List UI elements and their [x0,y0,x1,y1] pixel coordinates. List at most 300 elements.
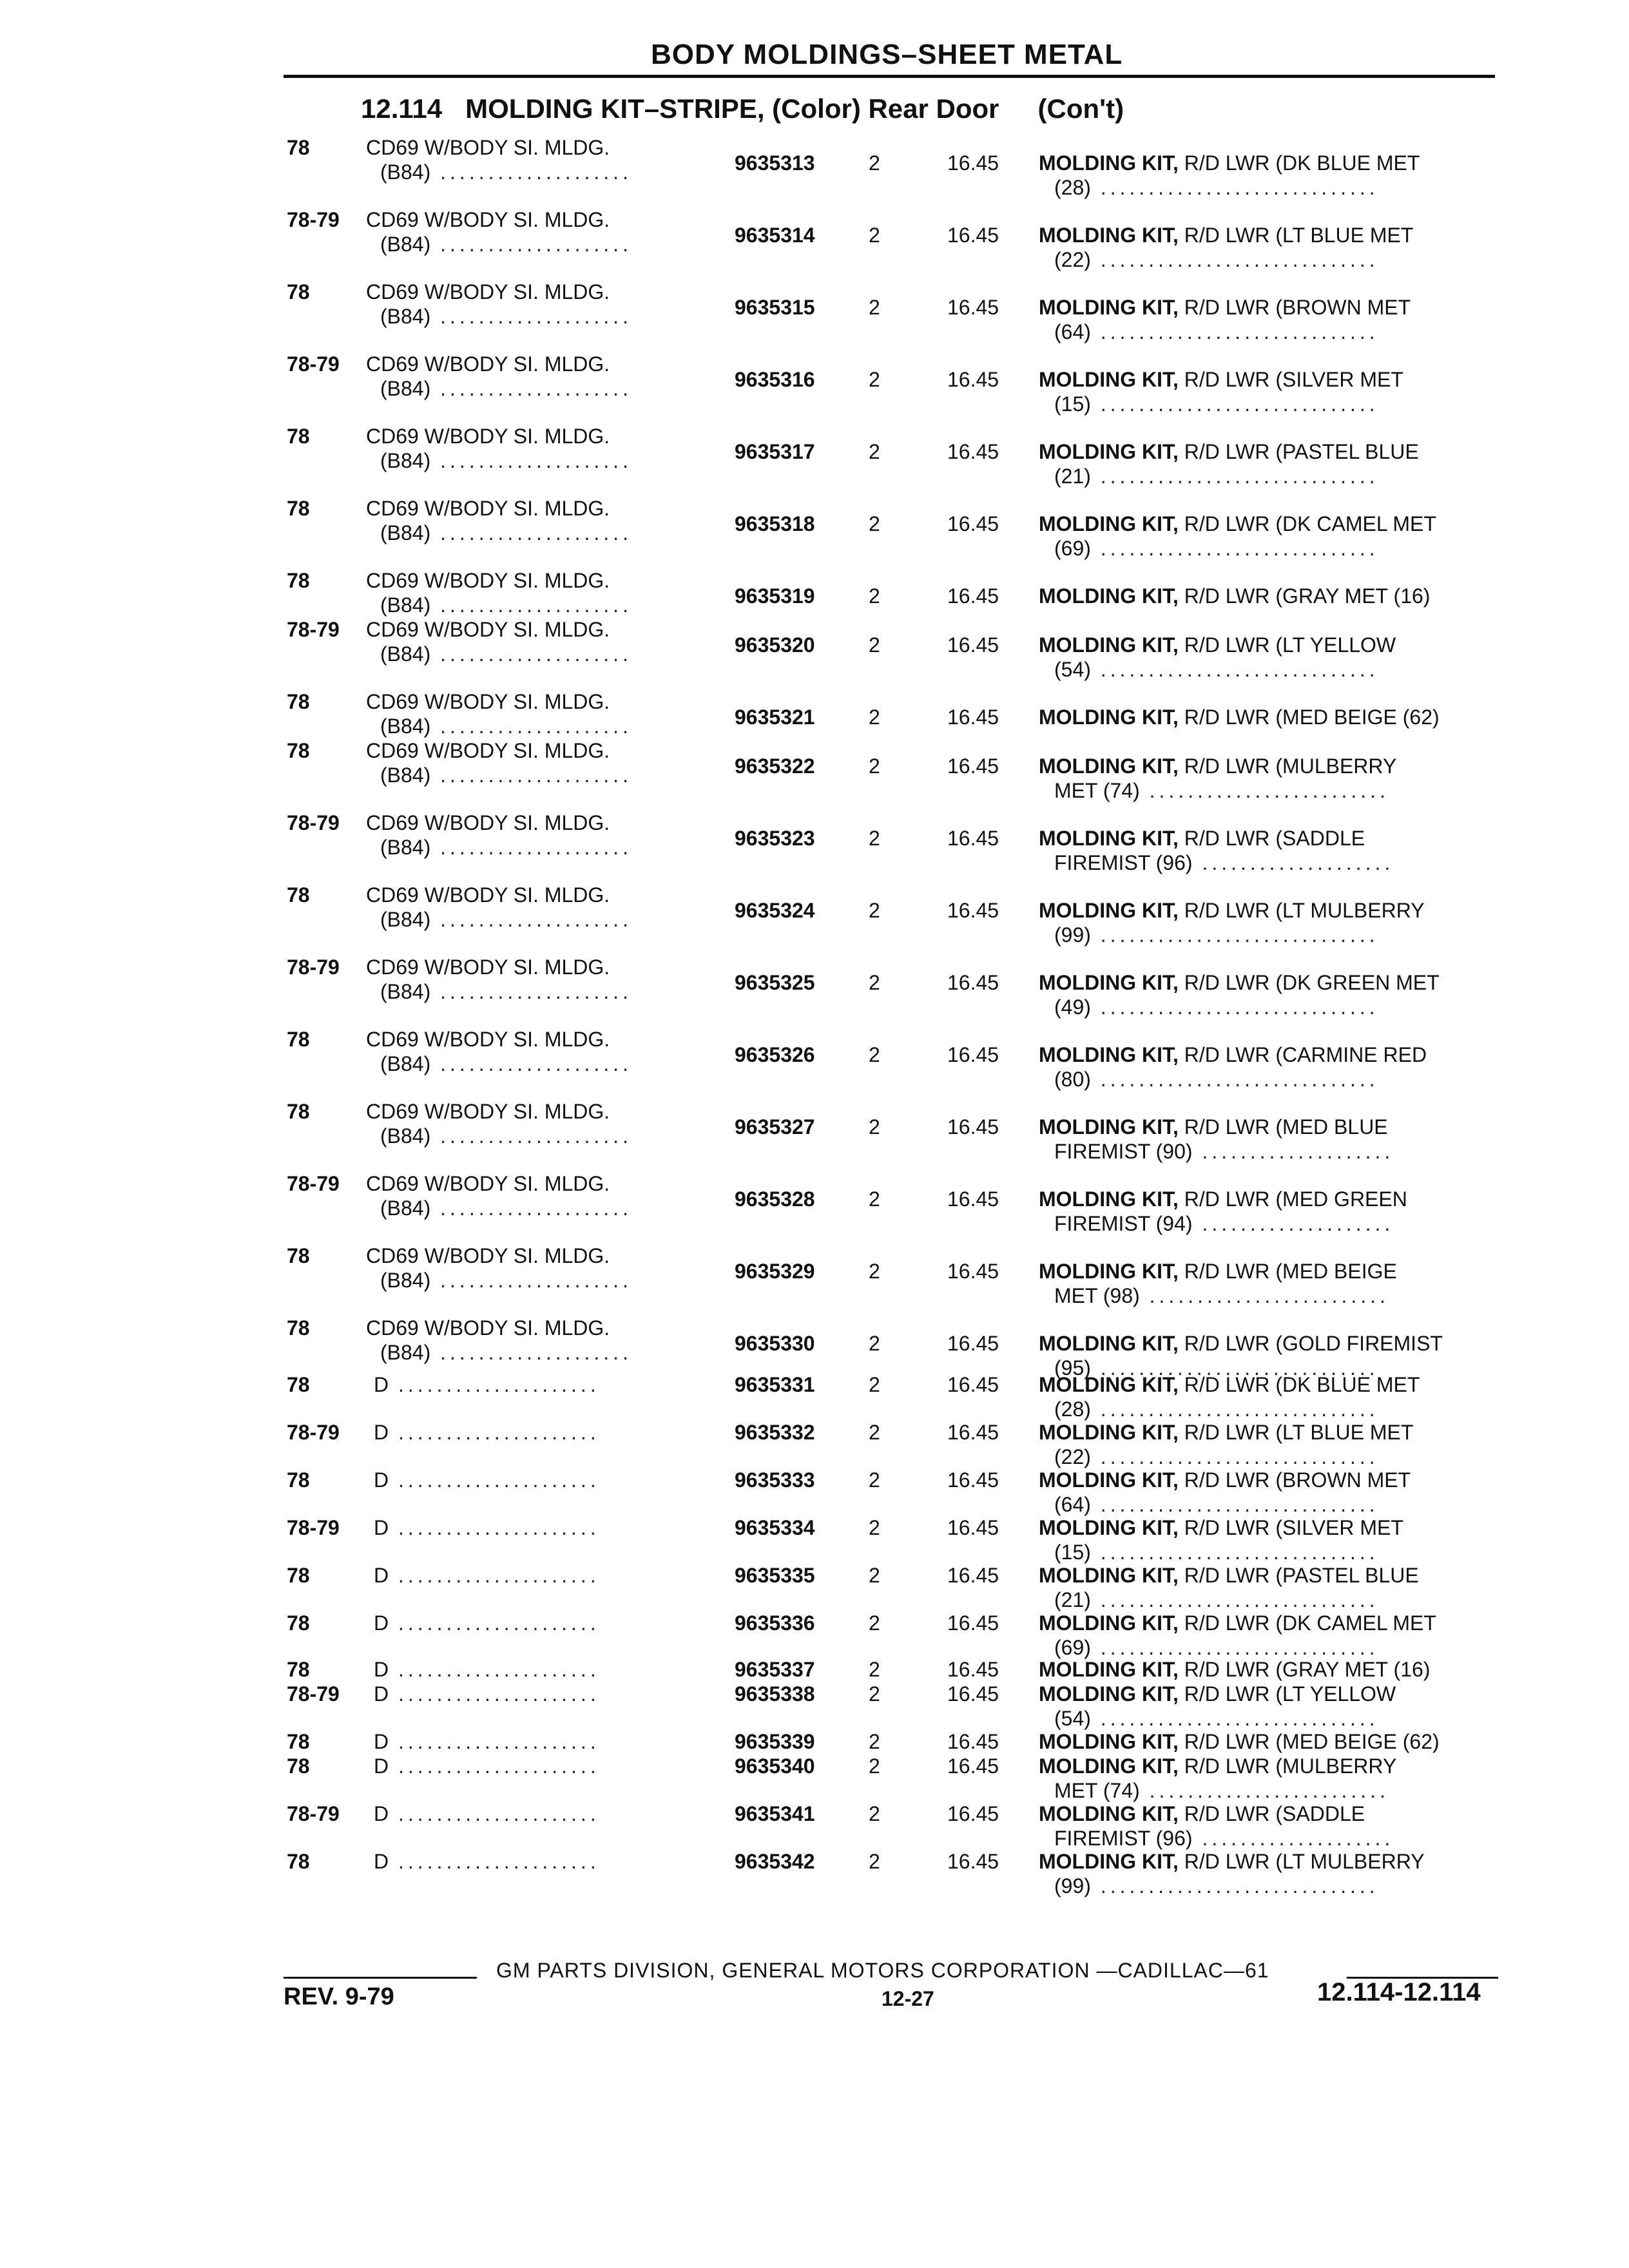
part-description-detail: R/D LWR (MED BEIGE (62) [1184,1730,1440,1753]
option-code: D [374,1850,389,1873]
quantity: 2 [869,754,880,778]
option-code: D [374,1658,389,1681]
model-body-style: CD69 W/BODY SI. MLDG. [366,739,610,762]
part-description-detail: R/D LWR (BROWN MET [1184,296,1411,319]
part-description-line2: (54) [1054,658,1091,681]
leader-dots: ..................... [389,1802,600,1825]
part-number: 9635317 [735,440,815,463]
leader-dots: ............................. [1090,176,1379,199]
unit-price: 16.45 [947,1516,999,1539]
option-code-cell [380,907,632,932]
option-code-cell [380,1268,632,1293]
part-description-detail: R/D LWR (DK GREEN MET [1184,971,1440,994]
part-description-line2: (21) [1054,465,1091,488]
option-code-cell [380,1052,632,1076]
part-description-name: MOLDING KIT, [1039,633,1179,657]
quantity: 2 [869,1658,880,1681]
option-code: D [374,1754,389,1778]
model-year: 78 [287,1658,310,1681]
part-description-detail: R/D LWR (DK BLUE MET [1184,151,1420,175]
part-description-continued [1054,1588,1379,1612]
part-description-detail: R/D LWR (MULBERRY [1184,754,1397,778]
part-description-continued [1054,392,1379,416]
leader-dots: ..................... [389,1658,600,1681]
option-code: (B84) [380,764,431,787]
part-description-detail: R/D LWR (LT YELLOW [1184,633,1396,657]
part-description [1039,367,1403,392]
leader-dots: ............................. [1090,995,1379,1019]
part-description-name: MOLDING KIT, [1039,1682,1179,1706]
quantity: 2 [869,584,880,608]
table-row [0,135,1629,206]
part-description-name: MOLDING KIT, [1039,1850,1179,1873]
part-description-line2: FIREMIST (96) [1054,1827,1193,1850]
part-description-line2: (28) [1054,1398,1091,1421]
leader-dots: ............................. [1090,1356,1379,1379]
leader-dots: .................... [430,908,632,931]
option-code: (B84) [380,836,431,859]
part-number: 9635342 [735,1850,815,1873]
part-description [1039,1187,1407,1211]
leader-dots: ..................... [389,1516,600,1539]
quantity: 2 [869,633,880,657]
part-number: 9635330 [735,1332,815,1355]
table-row [0,352,1629,423]
part-description-continued [1054,1540,1379,1564]
part-description-name: MOLDING KIT, [1039,971,1179,994]
table-row [0,1099,1629,1170]
part-description [1039,439,1419,464]
leader-dots: ............................. [1090,537,1379,560]
model-body-style: CD69 W/BODY SI. MLDG. [366,497,610,520]
option-code: D [374,1802,389,1825]
leader-dots: ............................. [1090,392,1379,416]
footer-rule-left [284,1977,477,1979]
part-description-detail: R/D LWR (LT MULBERRY [1184,899,1425,922]
footer-publisher: GM PARTS DIVISION, GENERAL MOTORS CORPORATION —CADILLAC—61 [496,1959,1269,1982]
model-year: 78 [287,136,310,159]
part-description-line2: (69) [1054,537,1091,560]
model-year: 78-79 [287,1682,340,1706]
model-year: 78 [287,1028,310,1051]
part-description-name: MOLDING KIT, [1039,1332,1179,1355]
part-description-continued [1054,464,1379,488]
part-description-continued [1054,175,1379,200]
part-number: 9635339 [735,1730,815,1753]
model-body-style: CD69 W/BODY SI. MLDG. [366,1100,610,1123]
quantity: 2 [869,151,880,175]
model-body-style: CD69 W/BODY SI. MLDG. [366,690,610,713]
table-row [0,1244,1629,1314]
footer-section-ref: 12.114-12.114 [1317,1978,1481,2006]
part-description [1039,1657,1430,1682]
leader-dots: ..................... [389,1730,600,1753]
model-body-style: CD69 W/BODY SI. MLDG. [366,618,610,641]
quantity: 2 [869,1332,880,1355]
quantity: 2 [869,1115,880,1139]
unit-price: 16.45 [947,1730,999,1753]
model-year: 78-79 [287,956,340,979]
leader-dots: .................... [430,521,632,544]
part-description-name: MOLDING KIT, [1039,1421,1179,1444]
table-row [0,207,1629,278]
part-description-line2: (22) [1054,248,1091,271]
unit-price: 16.45 [947,224,999,247]
part-description-continued [1054,1635,1379,1660]
part-description-continued [1054,1492,1379,1517]
part-description-detail: R/D LWR (GRAY MET (16) [1184,1658,1431,1681]
part-description-name: MOLDING KIT, [1039,224,1179,247]
model-body-style: CD69 W/BODY SI. MLDG. [366,352,610,376]
quantity: 2 [869,1260,880,1283]
part-description-continued [1054,1283,1389,1308]
part-description [1039,826,1365,850]
leader-dots: ............................. [1090,1707,1379,1730]
part-description-detail: R/D LWR (SILVER MET [1184,368,1403,391]
leader-dots: ..................... [389,1850,600,1873]
option-code-cell [380,448,632,473]
section-number: 12.114 [361,93,443,124]
unit-price: 16.45 [947,971,999,994]
part-number: 9635313 [735,151,815,175]
part-number: 9635324 [735,899,815,922]
part-description-line2: (15) [1054,392,1091,416]
table-row [0,811,1629,881]
part-number: 9635336 [735,1611,815,1635]
option-code-cell [380,593,632,617]
leader-dots: ..................... [389,1564,600,1587]
part-description-continued [1054,1874,1379,1898]
unit-price: 16.45 [947,1332,999,1355]
leader-dots: ............................. [1090,1445,1379,1468]
part-description-name: MOLDING KIT, [1039,368,1179,391]
option-code: D [374,1516,389,1539]
option-code: (B84) [380,521,431,544]
model-year: 78-79 [287,1421,340,1444]
part-description-line2: MET (74) [1054,779,1140,802]
part-number: 9635325 [735,971,815,994]
model-year: 78 [287,1373,310,1396]
section-title: MOLDING KIT–STRIPE, (Color) Rear Door [465,93,999,124]
model-year: 78 [287,1850,310,1873]
leader-dots: .................... [430,764,632,787]
part-description [1039,1729,1440,1754]
quantity: 2 [869,1754,880,1778]
part-description-continued [1054,247,1379,272]
part-description-name: MOLDING KIT, [1039,706,1179,729]
leader-dots: ..................... [389,1611,600,1635]
unit-price: 16.45 [947,1468,999,1492]
unit-price: 16.45 [947,368,999,391]
part-description-continued [1054,1778,1389,1803]
model-year: 78-79 [287,1516,340,1539]
option-code: D [374,1611,389,1635]
part-number: 9635316 [735,368,815,391]
part-number: 9635337 [735,1658,815,1681]
option-code: (B84) [380,305,431,328]
leader-dots: .................... [1192,1827,1394,1850]
leader-dots: ......................... [1139,1284,1389,1307]
part-description-name: MOLDING KIT, [1039,1187,1179,1211]
quantity: 2 [869,368,880,391]
option-code-cell [374,1657,600,1682]
unit-price: 16.45 [947,1564,999,1587]
part-description-detail: R/D LWR (GRAY MET (16) [1184,584,1431,608]
part-description-continued [1054,1706,1379,1731]
model-year: 78-79 [287,208,340,231]
leader-dots: ............................. [1090,465,1379,488]
option-code: D [374,1564,389,1587]
table-row [0,738,1629,809]
part-description-detail: R/D LWR (PASTEL BLUE [1184,440,1419,463]
part-description-detail: R/D LWR (DK BLUE MET [1184,1373,1420,1396]
leader-dots: .................... [430,233,632,256]
option-code-cell [380,376,632,401]
part-description-line2: (99) [1054,923,1091,947]
leader-dots: .................... [430,1196,632,1220]
quantity: 2 [869,1043,880,1066]
part-description-name: MOLDING KIT, [1039,1260,1179,1283]
unit-price: 16.45 [947,1187,999,1211]
option-code-cell [374,1420,600,1445]
model-body-style: CD69 W/BODY SI. MLDG. [366,1316,610,1340]
unit-price: 16.45 [947,440,999,463]
option-code-cell [380,642,632,666]
model-body-style: CD69 W/BODY SI. MLDG. [366,811,610,834]
option-code: (B84) [380,377,431,400]
part-description-continued [1054,1139,1394,1164]
option-code-cell [374,1682,600,1706]
part-number: 9635328 [735,1187,815,1211]
option-code-cell [374,1515,600,1540]
part-description-name: MOLDING KIT, [1039,1115,1179,1139]
leader-dots: ............................. [1090,320,1379,343]
leader-dots: ............................. [1090,658,1379,681]
part-description-line2: (95) [1054,1356,1091,1379]
option-code-cell [380,160,632,184]
leader-dots: ..................... [389,1682,600,1706]
unit-price: 16.45 [947,706,999,729]
part-description-name: MOLDING KIT, [1039,1564,1179,1587]
model-body-style: CD69 W/BODY SI. MLDG. [366,569,610,592]
option-code-cell [380,979,632,1004]
model-body-style: CD69 W/BODY SI. MLDG. [366,883,610,907]
part-number: 9635320 [735,633,815,657]
part-description-name: MOLDING KIT, [1039,1730,1179,1753]
leader-dots: ......................... [1139,779,1389,802]
part-description-name: MOLDING KIT, [1039,754,1179,778]
part-description [1039,898,1425,923]
part-description-continued [1054,995,1379,1019]
part-number: 9635321 [735,706,815,729]
part-description-line2: MET (74) [1054,1779,1140,1802]
leader-dots: ............................. [1090,1874,1379,1898]
part-description-name: MOLDING KIT, [1039,296,1179,319]
leader-dots: ..................... [389,1754,600,1778]
model-year: 78-79 [287,811,340,834]
part-number: 9635327 [735,1115,815,1139]
leader-dots: .................... [430,305,632,328]
model-body-style: CD69 W/BODY SI. MLDG. [366,1172,610,1195]
leader-dots: .................... [430,160,632,184]
option-code-cell [380,763,632,787]
part-description-line2: (99) [1054,1874,1091,1898]
part-description [1039,1420,1413,1445]
option-code-cell [380,835,632,860]
part-description [1039,1563,1419,1588]
leader-dots: .................... [430,449,632,472]
leader-dots: .................... [430,836,632,859]
part-description-continued [1054,1826,1394,1850]
unit-price: 16.45 [947,899,999,922]
option-code: (B84) [380,908,431,931]
model-year: 78 [287,739,310,762]
part-number: 9635332 [735,1421,815,1444]
part-description [1039,223,1413,247]
part-description-line2: FIREMIST (90) [1054,1140,1193,1163]
part-description-detail: R/D LWR (LT YELLOW [1184,1682,1396,1706]
quantity: 2 [869,971,880,994]
part-description-detail: R/D LWR (CARMINE RED [1184,1043,1427,1066]
option-code-cell [380,521,632,545]
model-year: 78 [287,883,310,907]
option-code-cell [380,1340,632,1365]
unit-price: 16.45 [947,1802,999,1825]
model-year: 78 [287,1754,310,1778]
part-description [1039,1754,1396,1778]
model-body-style: CD69 W/BODY SI. MLDG. [366,956,610,979]
quantity: 2 [869,1682,880,1706]
quantity: 2 [869,1373,880,1396]
part-description [1039,1259,1397,1283]
unit-price: 16.45 [947,512,999,535]
part-description [1039,754,1396,778]
leader-dots: ..................... [389,1468,600,1492]
part-number: 9635315 [735,296,815,319]
part-description-continued [1054,850,1394,875]
part-description-name: MOLDING KIT, [1039,1754,1179,1778]
quantity: 2 [869,1187,880,1211]
part-description-line2: (64) [1054,320,1091,343]
part-description-continued [1054,923,1379,947]
part-description-continued [1054,536,1379,561]
part-description [1039,1331,1443,1356]
part-description [1039,295,1411,320]
option-code-cell [374,1563,600,1588]
part-description [1039,1115,1388,1139]
part-number: 9635333 [735,1468,815,1492]
option-code-cell [374,1468,600,1492]
quantity: 2 [869,224,880,247]
table-row [0,1849,1629,1920]
option-code: (B84) [380,1341,431,1364]
part-description [1039,512,1436,536]
model-year: 78-79 [287,1172,340,1195]
leader-dots: .................... [430,642,632,666]
part-description-name: MOLDING KIT, [1039,1373,1179,1396]
part-description-detail: R/D LWR (LT BLUE MET [1184,1421,1414,1444]
part-description-detail: R/D LWR (LT BLUE MET [1184,224,1414,247]
model-year: 78 [287,1468,310,1492]
unit-price: 16.45 [947,151,999,175]
part-description-line2: (15) [1054,1541,1091,1564]
option-code: (B84) [380,160,431,184]
part-description-line2: (64) [1054,1493,1091,1516]
model-year: 78-79 [287,1802,340,1825]
part-number: 9635334 [735,1516,815,1539]
quantity: 2 [869,1421,880,1444]
part-description-line2: FIREMIST (96) [1054,851,1193,874]
leader-dots: .................... [430,377,632,400]
model-year: 78 [287,1564,310,1587]
part-description [1039,1043,1427,1067]
leader-dots: ......................... [1139,1779,1389,1802]
option-code: (B84) [380,1269,431,1292]
option-code: D [374,1730,389,1753]
part-description-line2: (80) [1054,1068,1091,1091]
part-description-detail: R/D LWR (MED BLUE [1184,1115,1388,1139]
part-description [1039,1515,1403,1540]
unit-price: 16.45 [947,1043,999,1066]
quantity: 2 [869,296,880,319]
part-description-name: MOLDING KIT, [1039,1043,1179,1066]
model-year: 78 [287,280,310,303]
part-description [1039,1372,1420,1397]
part-description-line2: (28) [1054,176,1091,199]
option-code: (B84) [380,1124,431,1148]
part-description-name: MOLDING KIT, [1039,512,1179,535]
part-description-detail: R/D LWR (DK CAMEL MET [1184,512,1436,535]
part-description [1039,584,1430,608]
leader-dots: .................... [1192,1140,1394,1163]
leader-dots: ............................. [1090,1588,1379,1611]
model-body-style: CD69 W/BODY SI. MLDG. [366,136,610,159]
leader-dots: ............................. [1090,1636,1379,1659]
table-row [0,1027,1629,1098]
option-code-cell [380,1124,632,1148]
part-description [1039,1849,1425,1874]
part-description-line2: (22) [1054,1445,1091,1468]
option-code-cell [380,714,632,738]
part-description [1039,970,1440,995]
unit-price: 16.45 [947,827,999,850]
part-description-continued [1054,320,1379,344]
part-number: 9635341 [735,1802,815,1825]
part-description-name: MOLDING KIT, [1039,899,1179,922]
quantity: 2 [869,1802,880,1825]
option-code: D [374,1682,389,1706]
part-description-line2: (69) [1054,1636,1091,1659]
leader-dots: .................... [430,1052,632,1075]
quantity: 2 [869,899,880,922]
unit-price: 16.45 [947,1115,999,1139]
part-description-name: MOLDING KIT, [1039,1658,1179,1681]
leader-dots: .................... [1192,1212,1394,1235]
model-year: 78 [287,497,310,520]
part-description [1039,705,1440,729]
model-body-style: CD69 W/BODY SI. MLDG. [366,425,610,448]
unit-price: 16.45 [947,633,999,657]
part-description-name: MOLDING KIT, [1039,1802,1179,1825]
unit-price: 16.45 [947,1611,999,1635]
part-description [1039,633,1396,657]
leader-dots: .................... [430,1269,632,1292]
part-description-detail: R/D LWR (MED BEIGE (62) [1184,706,1440,729]
part-description-continued [1054,778,1389,803]
leader-dots: ............................. [1090,1398,1379,1421]
part-description-continued [1054,1067,1379,1091]
quantity: 2 [869,1516,880,1539]
